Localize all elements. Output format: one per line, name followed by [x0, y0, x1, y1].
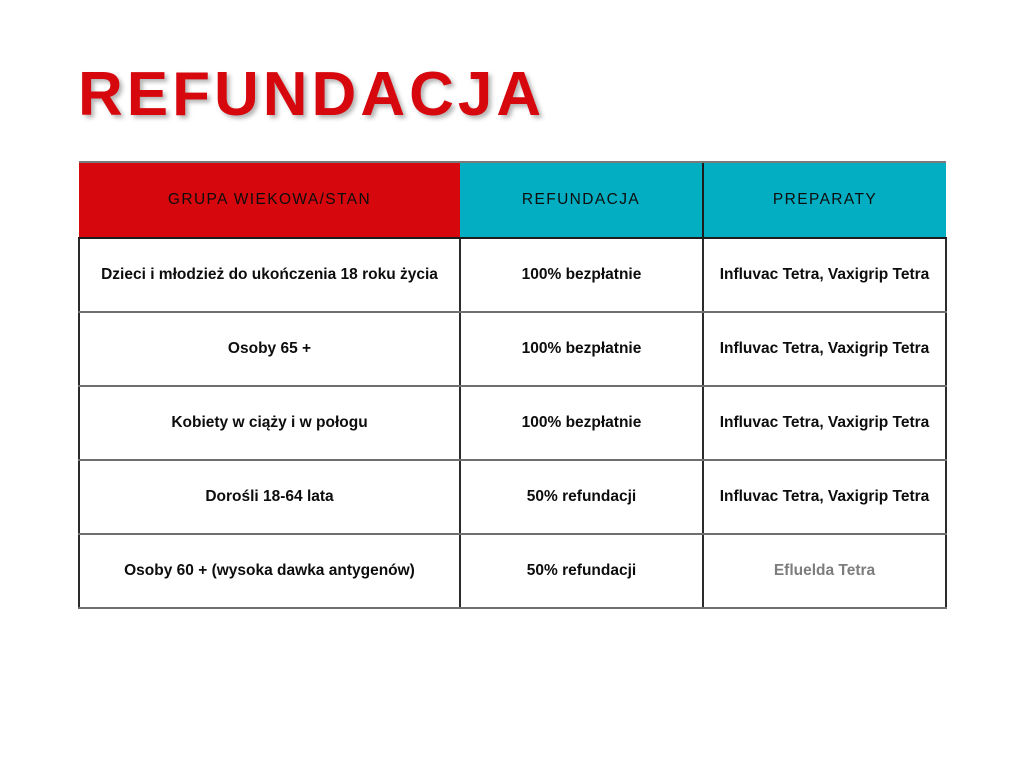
cell-refund: 100% bezpłatnie — [460, 312, 703, 386]
cell-refund: 50% refundacji — [460, 534, 703, 608]
cell-products: Influvac Tetra, Vaxigrip Tetra — [703, 386, 946, 460]
cell-products: Influvac Tetra, Vaxigrip Tetra — [703, 312, 946, 386]
column-header-preparaty: PREPARATY — [703, 162, 946, 238]
table-header — [79, 162, 946, 238]
cell-products: Influvac Tetra, Vaxigrip Tetra — [703, 460, 946, 534]
cell-group: Dorośli 18-64 lata — [79, 460, 460, 534]
table-body — [79, 238, 946, 608]
cell-group: Kobiety w ciąży i w połogu — [79, 386, 460, 460]
cell-group: Dzieci i młodzież do ukończenia 18 roku życia — [79, 238, 460, 312]
table-row — [79, 312, 946, 386]
table-row — [79, 386, 946, 460]
table-row — [79, 460, 946, 534]
cell-products: Efluelda Tetra — [703, 534, 946, 608]
cell-refund: 50% refundacji — [460, 460, 703, 534]
cell-refund: 100% bezpłatnie — [460, 238, 703, 312]
column-header-grupa-wiekowa: GRUPA WIEKOWA/STAN — [79, 162, 460, 238]
column-header-refundacja: REFUNDACJA — [460, 162, 703, 238]
refundacja-table-container — [78, 161, 945, 609]
table-row — [79, 534, 946, 608]
page-title: REFUNDACJA — [78, 60, 546, 129]
table-header-row — [79, 162, 946, 238]
cell-group: Osoby 65 + — [79, 312, 460, 386]
refundacja-table — [78, 161, 947, 609]
cell-products: Influvac Tetra, Vaxigrip Tetra — [703, 238, 946, 312]
cell-refund: 100% bezpłatnie — [460, 386, 703, 460]
table-row — [79, 238, 946, 312]
cell-group: Osoby 60 + (wysoka dawka antygenów) — [79, 534, 460, 608]
